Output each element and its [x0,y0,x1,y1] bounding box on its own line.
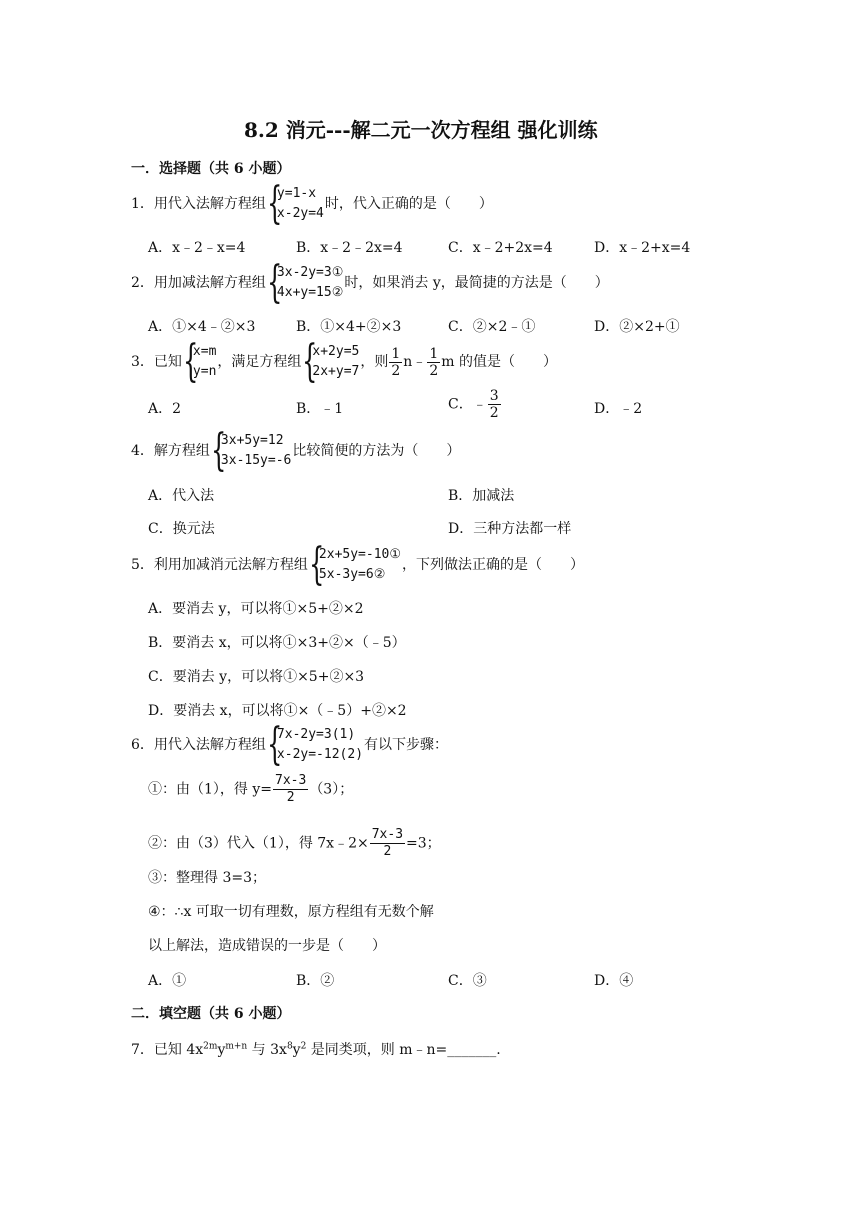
question-1-prefix: 1．用代入法解方程组 [131,196,266,212]
option-a[interactable]: A．① [148,973,187,989]
q7-text: . [496,1042,501,1058]
question-6-prompt: 以上解法，造成错误的一步是（ ） [148,938,386,954]
fraction [488,388,501,421]
question-3-text: ，则 [360,354,389,370]
equation-system [210,425,292,476]
equation-line: y=1-x [276,186,317,201]
question-3-text: n﹣ [403,354,427,370]
question-1 [131,178,493,229]
exponent: 8 [286,1041,293,1052]
section-heading-fill: 二．填空题（共 6 小题） [131,1006,291,1022]
option-a[interactable]: A．2 [148,401,182,417]
exponent: m+n [225,1041,248,1052]
step-4: ④：∴x 可取一切有理数，原方程组有无数个解 [148,904,434,920]
brace-icon: { [266,257,283,308]
equation-line: 2x+y=7 [312,364,360,379]
equation-system [266,257,344,308]
option-c[interactable]: C．②×2﹣① [448,319,536,335]
question-3-suffix: m 的值是（ ） [441,354,557,370]
question-2 [131,257,609,308]
fraction [389,346,402,379]
question-3-mid: ，满足方程组 [217,354,302,370]
step-1-text: ①：由（1），得 y= [148,781,272,798]
equation-line: x-2y=-12(2) [276,747,364,762]
option-a[interactable]: A．x﹣2﹣x=4 [148,240,246,256]
question-3-prefix: 3．已知 [131,354,182,370]
option-d[interactable]: D．②×2+① [594,319,680,335]
question-5 [131,539,585,590]
option-c[interactable] [448,388,502,421]
step-2 [148,827,441,860]
option-c[interactable]: C．换元法 [148,521,215,537]
fraction-numerator: 1 [429,345,439,362]
q7-text: y [217,1042,226,1058]
option-a[interactable]: A．代入法 [148,488,215,504]
step-3: ③：整理得 3=3； [148,870,266,886]
option-b[interactable]: B．要消去 x，可以将①×3+②×（﹣5） [148,635,406,651]
equation-system [266,178,324,229]
brace-icon: { [182,336,199,387]
fraction-denominator: 2 [383,844,392,859]
q7-text: 7．已知 4x [131,1042,204,1058]
exponent: 2 [300,1041,307,1052]
fraction-denominator: 2 [391,362,401,379]
question-4 [131,425,461,476]
option-d[interactable]: D．要消去 x，可以将①×（﹣5）+②×2 [148,703,407,719]
question-1-suffix: 时，代入正确的是（ ） [324,196,493,212]
question-5-prefix: 5．利用加减消元法解方程组 [131,557,308,573]
fraction [427,346,440,379]
option-b[interactable]: B．x﹣2﹣2x=4 [296,240,403,256]
page-title: 8.2 消元---解二元一次方程组 强化训练 [244,118,598,142]
question-6-prefix: 6．用代入法解方程组 [131,737,266,753]
equation-system [182,336,217,387]
q7-text: 与 3x [247,1042,287,1058]
option-b[interactable]: B．② [296,973,335,989]
equation-line: 7x-2y=3(1) [276,727,356,742]
fraction-numerator: 7x-3 [371,827,404,842]
question-2-prefix: 2．用加减法解方程组 [131,275,266,291]
answer-blank[interactable]: _______ [447,1042,497,1058]
option-b[interactable]: B．加减法 [448,488,515,504]
question-6-suffix: 有以下步骤： [364,737,449,753]
equation-line: 3x-2y=3① [276,265,344,280]
option-b[interactable]: B．﹣1 [296,401,344,417]
fraction-numerator: 1 [391,345,401,362]
option-c[interactable]: C．x﹣2+2x=4 [448,240,553,256]
fraction-denominator: 2 [489,405,499,421]
fraction-denominator: 2 [429,362,439,379]
equation-line: y=n [192,364,217,379]
brace-icon: { [302,336,318,387]
option-a[interactable]: A．要消去 y，可以将①×5+②×2 [148,601,364,617]
option-d[interactable]: D．三种方法都一样 [448,521,572,537]
brace-icon: { [308,539,325,590]
question-7 [131,1039,501,1059]
equation-line: x-2y=4 [276,206,324,221]
fraction-denominator: 2 [286,790,295,805]
q7-text: y [292,1042,301,1058]
equation-line: x+2y=5 [312,344,360,359]
question-3 [131,336,557,387]
q7-text: 是同类项，则 m﹣n= [306,1042,448,1058]
exponent: 2m [203,1041,218,1052]
brace-icon: { [210,425,227,476]
equation-line: x=m [192,344,217,359]
step-2-text: ②：由（3）代入（1），得 7x﹣2× [148,835,369,852]
option-c-label: C．﹣ [448,396,487,413]
equation-line: 3x-15y=-6 [220,453,292,468]
step-1-text: （3）； [309,781,354,798]
equation-line: 3x+5y=12 [220,433,284,448]
equation-system [302,336,360,387]
step-1 [148,773,353,806]
question-4-suffix: 比较简便的方法为（ ） [292,443,461,459]
equation-line: 4x+y=15② [276,285,344,300]
question-4-prefix: 4．解方程组 [131,443,210,459]
question-5-suffix: ，下列做法正确的是（ ） [402,557,585,573]
fraction-numerator: 3 [489,388,499,404]
option-d[interactable]: D．﹣2 [594,401,643,417]
fraction [370,827,405,860]
step-2-text: =3； [406,835,441,852]
option-c[interactable]: C．③ [448,973,487,989]
option-d[interactable]: D．④ [594,973,634,989]
equation-system [308,539,402,590]
option-c[interactable]: C．要消去 y，可以将①×5+②×3 [148,669,365,685]
option-d[interactable]: D．x﹣2+x=4 [594,240,691,256]
option-a[interactable]: A．①×4﹣②×3 [148,319,256,335]
question-6 [131,719,449,770]
fraction-numerator: 7x-3 [275,773,307,788]
question-2-suffix: 时，如果消去 y，最简捷的方法是（ ） [344,275,609,291]
section-heading-choice: 一．选择题（共 6 小题） [131,161,291,177]
fraction [273,773,308,806]
equation-line: 2x+5y=-10① [318,547,402,562]
option-b[interactable]: B．①×4+②×3 [296,319,402,335]
equation-line: 5x-3y=6② [318,567,386,582]
brace-icon: { [266,719,283,770]
brace-icon: { [266,178,283,229]
equation-system [266,719,364,770]
